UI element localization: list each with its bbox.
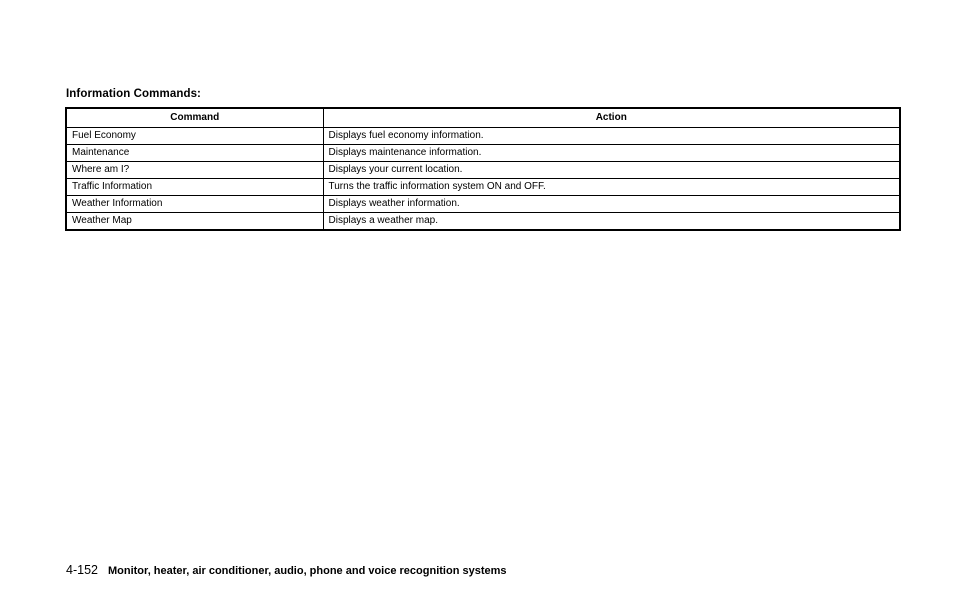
command-cell: Where am I? bbox=[66, 162, 323, 179]
command-cell: Maintenance bbox=[66, 145, 323, 162]
table-row bbox=[66, 145, 900, 162]
table-row bbox=[66, 179, 900, 196]
information-commands-table bbox=[65, 107, 901, 231]
command-cell: Traffic Information bbox=[66, 179, 323, 196]
table-row bbox=[66, 196, 900, 213]
action-cell: Turns the traffic information system ON and OFF. bbox=[323, 179, 900, 196]
column-header-action: Action bbox=[323, 108, 900, 128]
page-number: 4-152 bbox=[66, 563, 98, 577]
action-cell: Displays maintenance information. bbox=[323, 145, 900, 162]
table-row bbox=[66, 162, 900, 179]
command-cell: Weather Information bbox=[66, 196, 323, 213]
table-row bbox=[66, 128, 900, 145]
command-cell: Weather Map bbox=[66, 213, 323, 231]
action-cell: Displays fuel economy information. bbox=[323, 128, 900, 145]
action-cell: Displays a weather map. bbox=[323, 213, 900, 231]
table-row bbox=[66, 213, 900, 231]
action-cell: Displays weather information. bbox=[323, 196, 900, 213]
command-cell: Fuel Economy bbox=[66, 128, 323, 145]
column-header-command: Command bbox=[66, 108, 323, 128]
action-cell: Displays your current location. bbox=[323, 162, 900, 179]
table-header-row bbox=[66, 108, 900, 128]
section-title: Information Commands: bbox=[66, 88, 201, 100]
chapter-title: Monitor, heater, air conditioner, audio, phone and voice recognition systems bbox=[107, 565, 507, 577]
page-footer bbox=[66, 563, 507, 577]
